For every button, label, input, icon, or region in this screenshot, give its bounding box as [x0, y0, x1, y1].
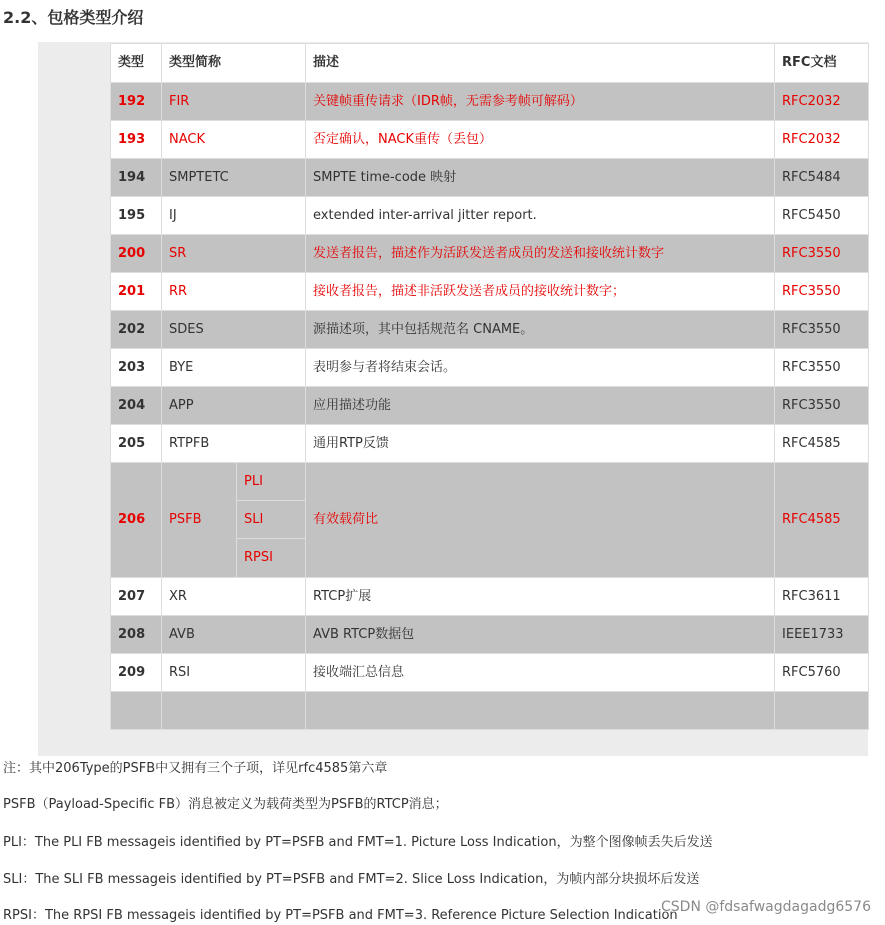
type-cell: 203: [111, 349, 162, 387]
table-row: [111, 349, 869, 387]
table-row: [111, 425, 869, 463]
abbr-cell: IJ: [162, 197, 306, 235]
note-line: PLI：The PLI FB messageis identified by PT=PSFB and FMT=1. Picture Loss Indication，为整个图像帧丢失后发送: [3, 835, 713, 850]
type-cell: 200: [111, 235, 162, 273]
subtype-cell-rpsi: RPSI: [237, 539, 306, 578]
description-cell: 关键帧重传请求（IDR帧，无需参考帧可解码）: [306, 83, 775, 121]
description-cell: SMPTE time-code 映射: [306, 159, 775, 197]
rfc-cell: RFC3550: [775, 387, 869, 425]
table-header-row: [111, 44, 869, 83]
description-cell: 接收端汇总信息: [306, 654, 775, 692]
table-row: [111, 83, 869, 121]
abbr-cell: RR: [162, 273, 306, 311]
header-type: 类型: [111, 44, 162, 83]
abbr-cell: RSI: [162, 654, 306, 692]
empty-cell: [111, 692, 162, 730]
description-cell: 源描述项，其中包括规范名 CNAME。: [306, 311, 775, 349]
description-cell: RTCP扩展: [306, 578, 775, 616]
table-row: [111, 159, 869, 197]
abbr-cell: SDES: [162, 311, 306, 349]
type-cell: 208: [111, 616, 162, 654]
description-cell: AVB RTCP数据包: [306, 616, 775, 654]
description-cell: 发送者报告，描述作为活跃发送者成员的发送和接收统计数字: [306, 235, 775, 273]
rfc-cell: RFC3550: [775, 273, 869, 311]
empty-cell: [306, 692, 775, 730]
subtype-cell-pli: PLI: [237, 463, 306, 501]
rfc-cell: RFC4585: [775, 463, 869, 578]
table-row: [111, 311, 869, 349]
type-cell: 202: [111, 311, 162, 349]
rfc-cell: RFC4585: [775, 425, 869, 463]
table-row: [111, 121, 869, 159]
type-cell: 193: [111, 121, 162, 159]
abbr-cell: PSFB: [162, 463, 237, 578]
table-row: [111, 387, 869, 425]
type-cell: 204: [111, 387, 162, 425]
abbr-cell: SMPTETC: [162, 159, 306, 197]
rfc-cell: RFC3550: [775, 235, 869, 273]
empty-cell: [775, 692, 869, 730]
note-line: PSFB（Payload-Specific FB）消息被定义为载荷类型为PSFB的RTCP消息；: [3, 797, 448, 812]
table-row: [111, 197, 869, 235]
note-line: 注：其中206Type的PSFB中又拥有三个子项，详见rfc4585第六章: [3, 761, 388, 776]
rfc-cell: IEEE1733: [775, 616, 869, 654]
table-row: [111, 654, 869, 692]
rfc-cell: RFC2032: [775, 121, 869, 159]
type-cell: 194: [111, 159, 162, 197]
rfc-cell: RFC3611: [775, 578, 869, 616]
type-cell: 205: [111, 425, 162, 463]
abbr-cell: APP: [162, 387, 306, 425]
note-line: RPSI：The RPSI FB messageis identified by PT=PSFB and FMT=3. Reference Picture Selection Indication: [3, 908, 678, 923]
abbr-cell: FIR: [162, 83, 306, 121]
subtype-cell-sli: SLI: [237, 501, 306, 539]
rfc-cell: RFC5760: [775, 654, 869, 692]
description-cell: 接收者报告，描述非活跃发送者成员的接收统计数字；: [306, 273, 775, 311]
description-cell: 表明参与者将结束会话。: [306, 349, 775, 387]
table-row: [111, 235, 869, 273]
type-cell: 209: [111, 654, 162, 692]
rfc-cell: RFC3550: [775, 311, 869, 349]
description-cell: 应用描述功能: [306, 387, 775, 425]
table-row: [111, 578, 869, 616]
rfc-cell: RFC2032: [775, 83, 869, 121]
table-row-empty: [111, 692, 869, 730]
section-heading: 2.2、包格类型介绍: [3, 8, 144, 27]
description-cell: 有效载荷比: [306, 463, 775, 578]
type-cell: 201: [111, 273, 162, 311]
empty-cell: [162, 692, 306, 730]
header-rfc: RFC文档: [775, 44, 869, 83]
type-cell: 195: [111, 197, 162, 235]
abbr-cell: BYE: [162, 349, 306, 387]
abbr-cell: AVB: [162, 616, 306, 654]
type-cell: 206: [111, 463, 162, 578]
abbr-cell: SR: [162, 235, 306, 273]
description-cell: extended inter-arrival jitter report.: [306, 197, 775, 235]
table-row: [111, 273, 869, 311]
header-abbr: 类型简称: [162, 44, 306, 83]
rfc-cell: RFC5450: [775, 197, 869, 235]
abbr-cell: XR: [162, 578, 306, 616]
note-line: SLI：The SLI FB messageis identified by PT=PSFB and FMT=2. Slice Loss Indication，为帧内部分块损坏后发送: [3, 872, 700, 887]
type-cell: 192: [111, 83, 162, 121]
table-row-psfb: [111, 463, 869, 501]
table-row: [111, 616, 869, 654]
rtcp-packet-type-table: [110, 43, 869, 730]
header-description: 描述: [306, 44, 775, 83]
abbr-cell: NACK: [162, 121, 306, 159]
rfc-cell: RFC5484: [775, 159, 869, 197]
description-cell: 通用RTP反馈: [306, 425, 775, 463]
description-cell: 否定确认，NACK重传（丢包）: [306, 121, 775, 159]
rfc-cell: RFC3550: [775, 349, 869, 387]
abbr-cell: RTPFB: [162, 425, 306, 463]
csdn-watermark: CSDN @fdsafwagdagadg6576: [661, 899, 871, 915]
type-cell: 207: [111, 578, 162, 616]
